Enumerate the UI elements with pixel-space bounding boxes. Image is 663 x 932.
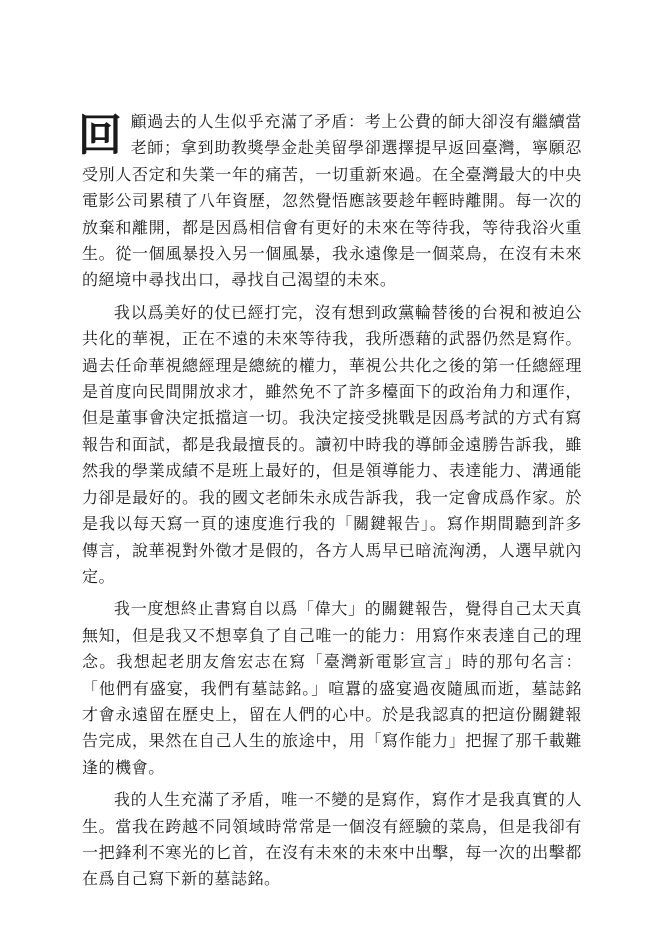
paragraph-1-text: 顧過去的人生似乎充滿了矛盾：考上公費的師大卻沒有繼續當老師；拿到助教獎學金赴美留學卻選擇提早返回臺灣，寧願忍受別人否定和失業一年的痛苦，一切重新來過。在全臺灣最大的中央電影公司累積了八年資歷，忽然覺悟應該要趁年輕時離開。每一次的放棄和離開，都是因爲相信會有更好的未來在等待我，等待我浴火重生。從一個風暴投入另一個風暴，我永遠像是一個菜鳥，在沒有未來的絕境中尋找出口，尋找自己渴望的未來。 bbox=[82, 112, 582, 290]
paragraph-1 bbox=[78, 109, 582, 294]
drop-cap: 回 bbox=[78, 110, 123, 161]
paragraph-2: 我以爲美好的仗已經打完，沒有想到政黨輪替後的台視和被迫公共化的華視，正在不遠的未來等待我，我所憑藉的武器仍然是寫作。過去任命華視總經理是總統的權力，華視公共化之後的第一任總經理是首度向民間開放求才，雖然免不了許多檯面下的政治角力和運作，但是董事會決定抵擋這一切。我決定接受挑戰是因爲考試的方式有寫報告和面試，都是我最擅長的。讀初中時我的導師金遠勝告訴我，雖然我的學業成績不是班上最好的，但是領導能力、表達能力、溝通能力卻是最好的。我的國文老師朱永成告訴我，我一定會成爲作家。於是我以每天寫一頁的速度進行我的「關鍵報告」。寫作期間聽到許多傳言，說華視對外徵才是假的，各方人馬早已暗流洶湧，人選早就內定。 bbox=[82, 302, 582, 586]
paragraph-3: 我一度想終止書寫自以爲「偉大」的關鍵報告，覺得自己太天真無知，但是我又不想辜負了自己唯一的能力：用寫作來表達自己的理念。我想起老朋友詹宏志在寫「臺灣新電影宣言」時的那句名言：「他們有盛宴，我們有墓誌銘。」喧囂的盛宴過夜隨風而逝，墓誌銘才會永遠留在歷史上，留在人們的心中。於是我認真的把這份關鍵報告完成，果然在自己人生的旅途中，用「寫作能力」把握了那千載難逢的機會。 bbox=[82, 599, 582, 777]
body-text bbox=[78, 109, 582, 899]
paragraph-4: 我的人生充滿了矛盾，唯一不變的是寫作，寫作才是我真實的人生。當我在跨越不同領域時常常是一個沒有經驗的菜鳥，但是我卻有一把鋒利不寒光的匕首，在沒有未來的未來中出擊，每一次的出擊都在爲自己寫下新的墓誌銘。 bbox=[82, 790, 582, 889]
